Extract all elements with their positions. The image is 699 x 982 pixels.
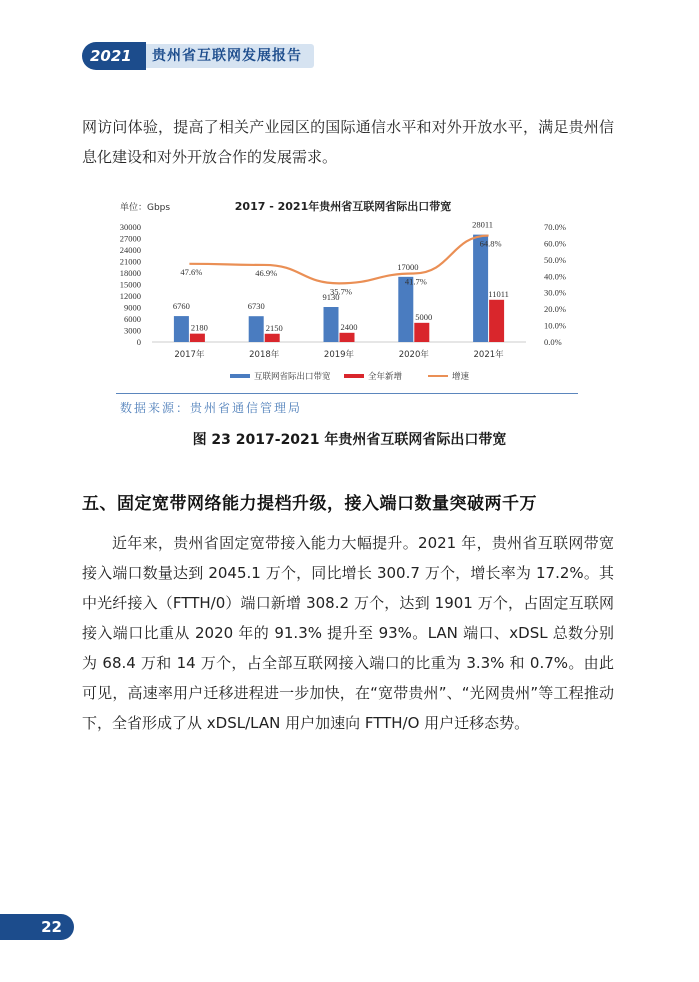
left-tick-label: 30000 xyxy=(119,222,141,232)
x-tick-label: 2017年 xyxy=(174,350,205,360)
legend-swatch xyxy=(230,374,250,378)
legend xyxy=(230,371,470,382)
x-tick-label: 2019年 xyxy=(323,350,355,360)
bar-data-label: 6760 xyxy=(172,301,190,312)
bar-data-label: 9130 xyxy=(322,292,340,303)
left-tick-label: 21000 xyxy=(119,256,141,267)
left-tick-label: 15000 xyxy=(119,279,141,290)
x-axis-ticks xyxy=(174,349,504,360)
x-tick-label: 2018年 xyxy=(249,350,280,360)
left-axis-ticks xyxy=(120,222,141,347)
section-title: 五、固定宽带网络能力提档升级，接入端口数量突破两千万 xyxy=(82,494,537,514)
chart-divider xyxy=(116,393,578,394)
header-title: 贵州省互联网发展报告 xyxy=(152,48,302,64)
right-tick-label: 60.0% xyxy=(544,238,566,249)
growth-line xyxy=(180,236,501,297)
bar xyxy=(489,300,504,342)
legend-label: 全年新增 xyxy=(368,372,403,382)
right-tick-label: 30.0% xyxy=(544,287,566,298)
page-number: 22 xyxy=(0,914,74,940)
legend-label: 增速 xyxy=(452,372,470,382)
right-tick-label: 70.0% xyxy=(544,222,566,232)
bar-data-label: 28011 xyxy=(472,219,494,230)
growth-data-label: 35.7% xyxy=(330,286,352,297)
left-tick-label: 24000 xyxy=(119,245,141,255)
bar xyxy=(265,334,280,342)
right-tick-label: 50.0% xyxy=(544,254,566,265)
bar xyxy=(324,307,339,342)
data-source: 数据来源：贵州省通信管理局 xyxy=(120,401,303,415)
growth-data-label: 47.6% xyxy=(180,266,203,277)
legend-label: 互联网省际出口带宽 xyxy=(254,372,331,382)
right-tick-label: 0.0% xyxy=(544,337,562,347)
bar-data-label: 11011 xyxy=(488,288,509,299)
bandwidth-chart xyxy=(116,190,570,395)
left-tick-label: 9000 xyxy=(124,302,141,313)
growth-line-path xyxy=(189,236,488,287)
bar xyxy=(249,316,264,342)
right-tick-label: 40.0% xyxy=(544,271,566,282)
bar-data-label: 2180 xyxy=(190,322,208,333)
bar xyxy=(398,277,413,342)
left-tick-label: 18000 xyxy=(119,268,141,278)
left-tick-label: 27000 xyxy=(119,233,141,244)
body-paragraph: 近年来，贵州省固定宽带接入能力大幅提升。2021 年，贵州省互联网带宽接入端口数量达到 2045.1 万个，同比增长 300.7 万个，增长率为 17.2%。其中光纤接入（FTTH/0）端口新增 308.2 万个，达到 1901 万个，占固定互联网接入端口比重从 2020 年的 91.3% 提升至 93%。LAN 端口、xDSL 总数分别为 68.4 万和 14 万个，占全部互联网接入端口的比重为 3.3% 和 0.7%。由此可见，高速率用户迁移进程进一步加快，在“宽带贵州”、“光网贵州”等工程推动下，全省形成了从 xDSL/LAN 用户加速向 FTTH/O 用户迁移态势。 xyxy=(82,534,614,732)
chart-title: 2017 - 2021年贵州省互联网省际出口带宽 xyxy=(234,200,452,213)
chart-unit-label: 单位：Gbps xyxy=(120,203,171,213)
bar xyxy=(190,334,205,342)
figure-caption: 图 23 2017-2021 年贵州省互联网省际出口带宽 xyxy=(192,432,507,448)
left-tick-label: 3000 xyxy=(124,325,141,336)
bar-data-label: 2150 xyxy=(265,322,283,333)
right-tick-label: 10.0% xyxy=(544,320,566,331)
left-tick-label: 6000 xyxy=(124,314,141,324)
bar xyxy=(174,316,189,342)
x-tick-label: 2021年 xyxy=(473,350,504,360)
left-tick-label: 0 xyxy=(136,337,141,347)
x-tick-label: 2020年 xyxy=(398,350,429,360)
report-header xyxy=(82,42,314,93)
header-year-badge: 2021年 xyxy=(82,42,146,70)
growth-data-label: 41.7% xyxy=(404,276,427,287)
intro-paragraph: 网访问体验，提高了相关产业园区的国际通信水平和对外开放水平，满足贵州信息化建设和对外开放合作的发展需求。 xyxy=(82,118,614,166)
growth-data-label: 64.8% xyxy=(479,238,502,249)
bar-data-label: 6730 xyxy=(247,301,265,312)
legend-swatch xyxy=(344,374,364,378)
bars xyxy=(173,220,509,342)
growth-data-label: 46.9% xyxy=(255,267,278,278)
right-tick-label: 20.0% xyxy=(544,304,566,315)
bar-data-label: 17000 xyxy=(397,261,419,272)
bar-data-label: 2400 xyxy=(340,321,358,332)
bar xyxy=(340,333,355,342)
right-axis-ticks xyxy=(544,222,566,347)
bar xyxy=(473,235,488,342)
left-tick-label: 12000 xyxy=(119,291,141,301)
bar-data-label: 5000 xyxy=(415,311,433,322)
bar xyxy=(414,323,429,342)
